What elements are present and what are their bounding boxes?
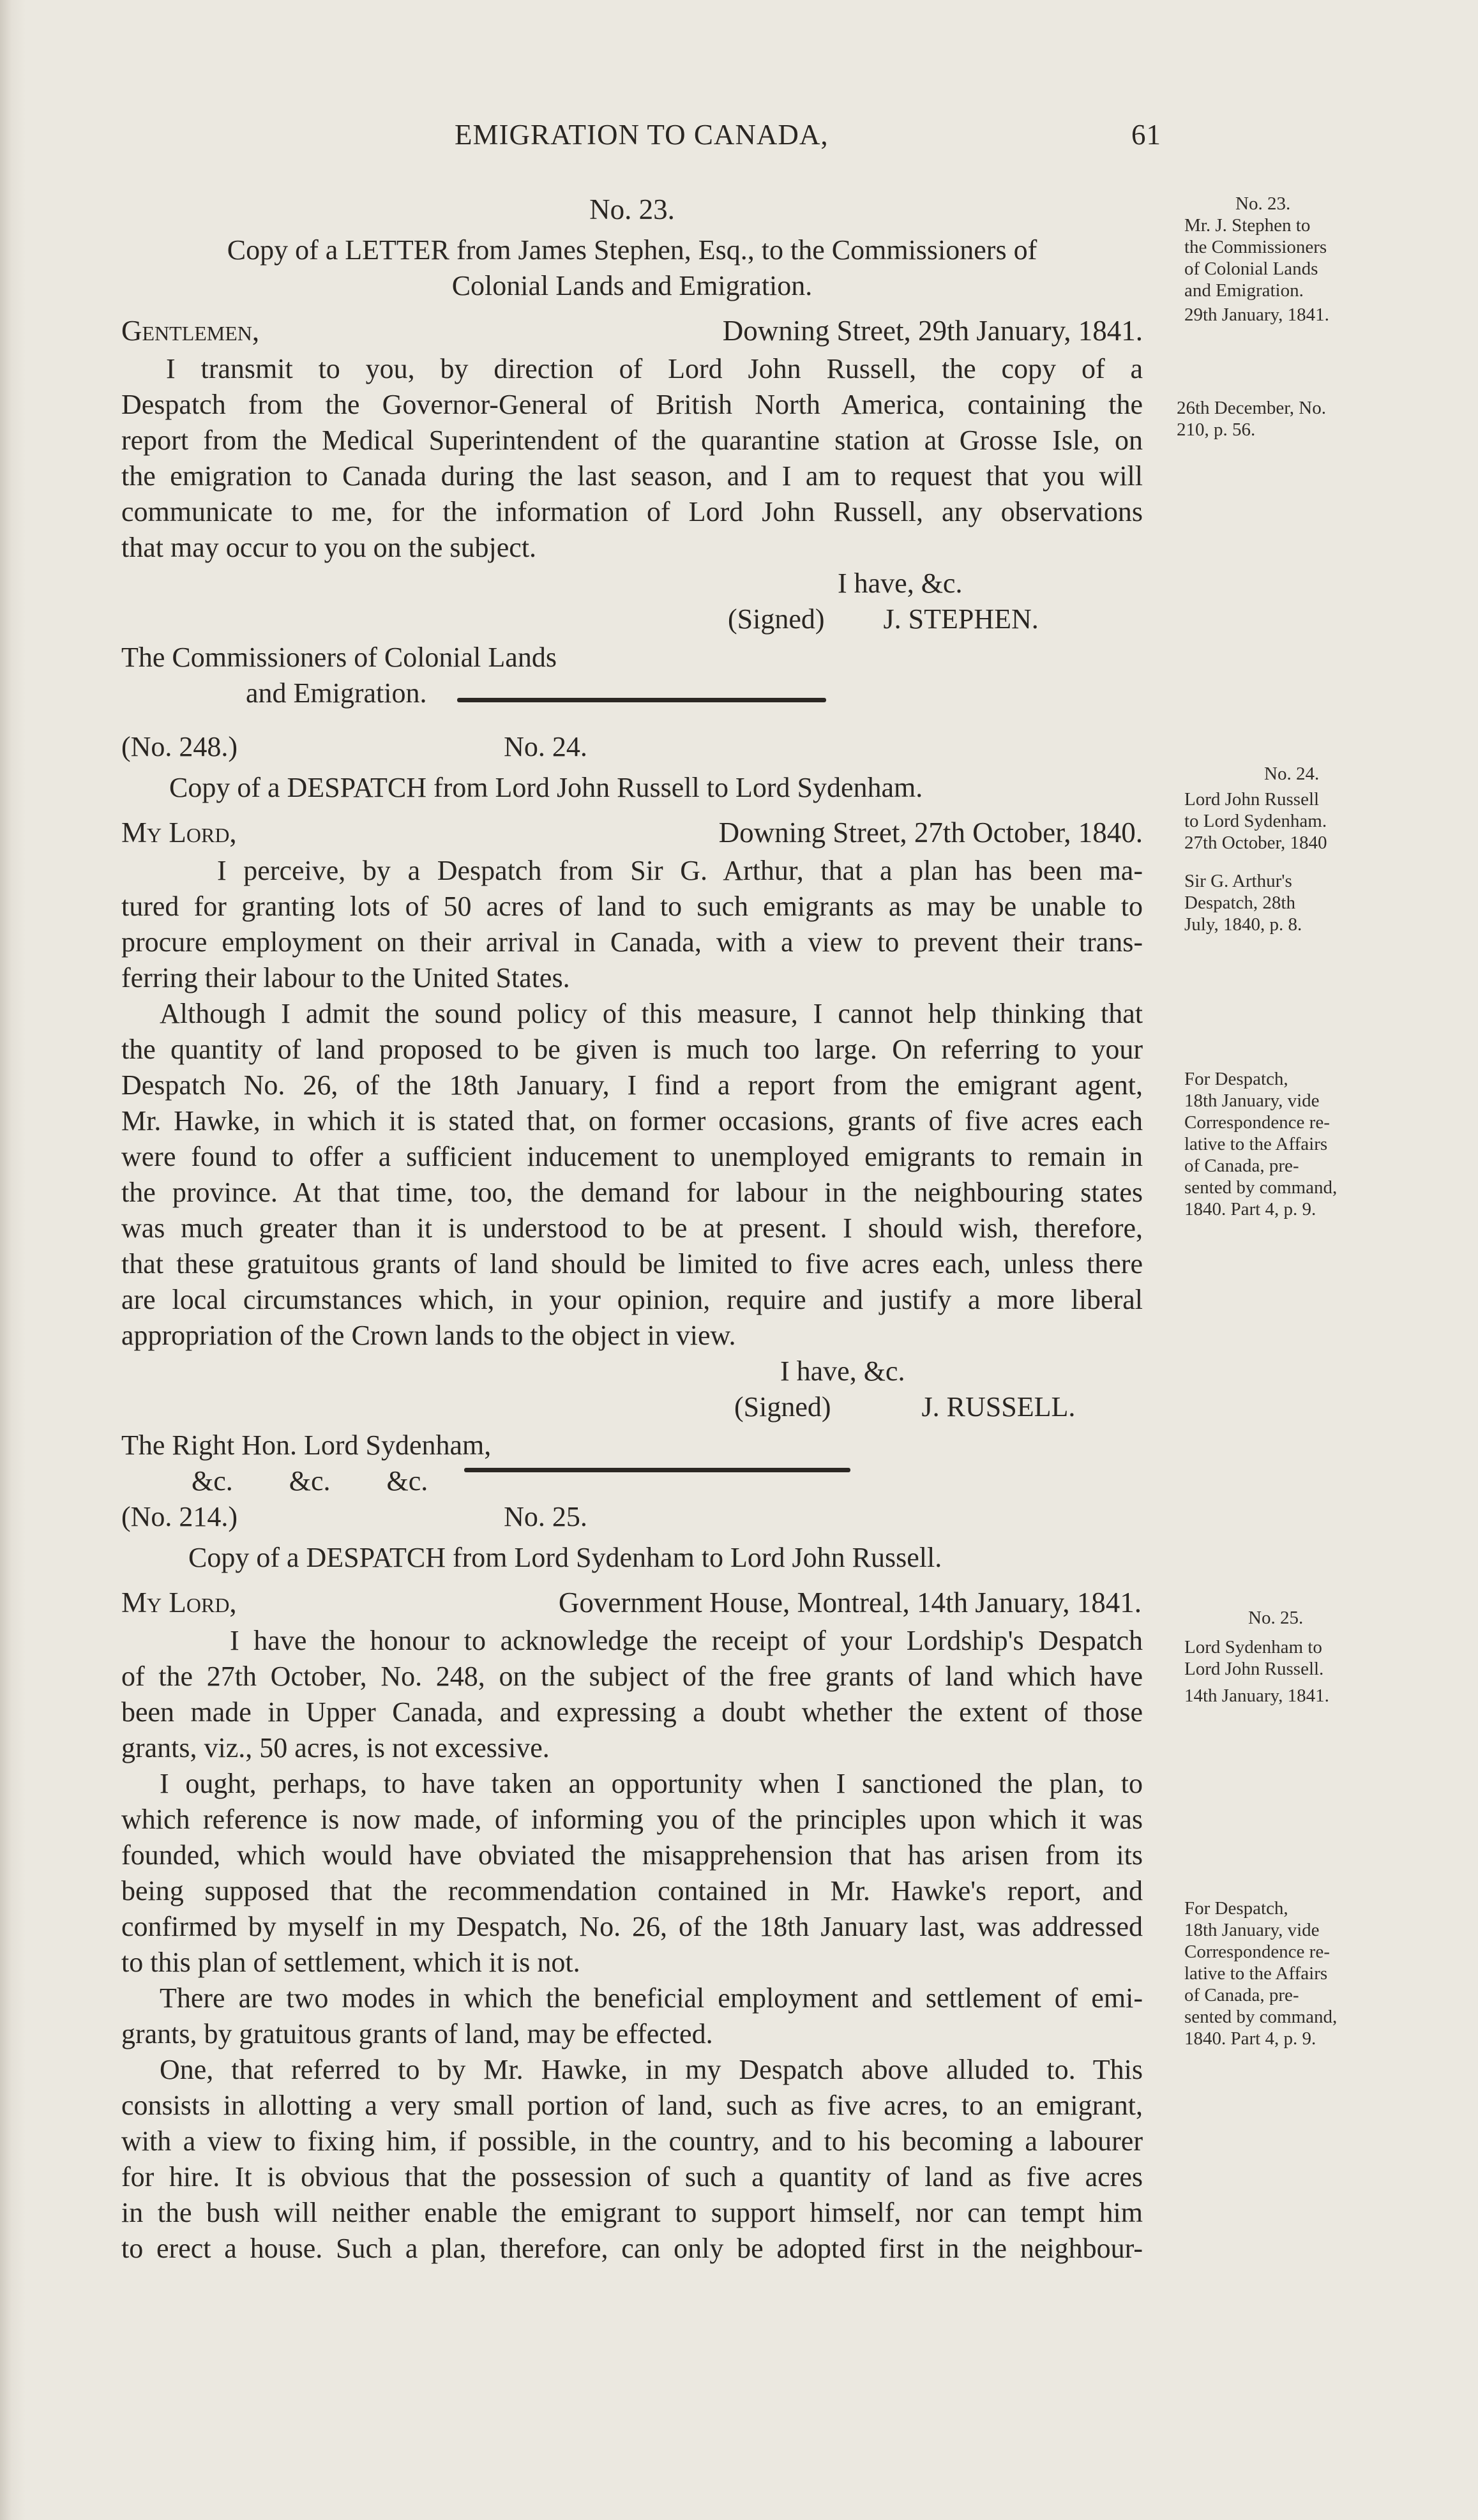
despatch-body <box>121 853 1143 1354</box>
addressee: The Commissioners of Colonial Lands <box>121 642 557 673</box>
letter-body <box>121 351 1143 566</box>
body-line: in the bush will neither enable the emigrant to support himself, nor can tempt him <box>121 2197 1143 2228</box>
doc-number: No. 24. <box>504 731 587 762</box>
doc-title-line1: Copy of a LETTER from James Stephen, Esq., to the Commissioners of <box>227 234 1037 266</box>
margin-line: 1840. Part 4, p. 9. <box>1184 1199 1316 1219</box>
margin-line: sented by command, <box>1184 1177 1338 1198</box>
body-line: grants, by gratuitous grants of land, may be effected. <box>121 2018 713 2049</box>
signed-label: (Signed) <box>728 603 825 635</box>
margin-line: 26th December, No. <box>1177 398 1326 418</box>
body-line: the province. At that time, too, the demand for labour in the neighbouring states <box>121 1177 1143 1208</box>
body-line: ferring their labour to the United States. <box>121 962 570 993</box>
signature: J. RUSSELL. <box>921 1391 1076 1422</box>
margin-line: 29th January, 1841. <box>1184 305 1329 325</box>
body-line: Despatch from the Governor-General of British North America, containing the <box>121 389 1143 420</box>
body-line: I have the honour to acknowledge the receipt of your Lordship's Despatch <box>230 1625 1143 1656</box>
body-line: the emigration to Canada during the last season, and I am to request that you will <box>121 460 1143 492</box>
margin-line: of Canada, pre- <box>1184 1985 1299 2005</box>
addressee: and Emigration. <box>246 677 427 709</box>
body-line: of the 27th October, No. 248, on the subject of the free grants of land which have <box>121 1661 1143 1692</box>
margin-line: 27th October, 1840 <box>1184 833 1327 853</box>
body-line: appropriation of the Crown lands to the object in view. <box>121 1320 736 1351</box>
body-line: with a view to fixing him, if possible, in the country, and to his becoming a labourer <box>121 2125 1143 2157</box>
section-divider <box>464 1468 850 1472</box>
body-line: Despatch No. 26, of the 18th January, I find a report from the emigrant agent, <box>121 1069 1143 1101</box>
margin-line: 14th January, 1841. <box>1184 1686 1329 1706</box>
section-divider <box>457 698 826 702</box>
doc-ref-row <box>121 1499 1143 1535</box>
margin-line: Lord John Russell. <box>1184 1659 1324 1679</box>
body-line: I transmit to you, by direction of Lord John Russell, the copy of a <box>166 353 1143 384</box>
salutation-row <box>121 313 1143 349</box>
addressee: &c. &c. &c. <box>192 1465 428 1497</box>
margin-line: and Emigration. <box>1184 280 1304 301</box>
doc-ref: (No. 214.) <box>121 1501 238 1532</box>
margin-note-24-vide <box>1184 1068 1376 1220</box>
body-line: the quantity of land proposed to be given is much too large. On referring to your <box>121 1034 1143 1065</box>
signed-label: (Signed) <box>734 1391 831 1422</box>
body-line: I ought, perhaps, to have taken an opportunity when I sanctioned the plan, to <box>160 1768 1143 1799</box>
body-line: that may occur to you on the subject. <box>121 532 537 563</box>
body-line: founded, which would have obviated the misapprehension that has arisen from its <box>121 1839 1143 1871</box>
body-line: grants, viz., 50 acres, is not excessive. <box>121 1732 550 1763</box>
doc-ref: (No. 248.) <box>121 731 238 762</box>
margin-line: Correspondence re- <box>1184 1112 1330 1133</box>
margin-line: 1840. Part 4, p. 9. <box>1184 2028 1316 2049</box>
margin-line: No. 24. <box>1264 764 1320 784</box>
body-line: One, that referred to by Mr. Hawke, in my Despatch above alluded to. This <box>160 2054 1143 2085</box>
margin-note-24-ref <box>1184 870 1376 935</box>
addressee: The Right Hon. Lord Sydenham, <box>121 1430 492 1461</box>
margin-line: the Commissioners <box>1184 237 1327 257</box>
body-line: tured for granting lots of 50 acres of land to such emigrants as may be unable to <box>121 891 1143 922</box>
body-line: There are two modes in which the beneficial employment and settlement of emi- <box>160 1982 1143 2014</box>
margin-line: Mr. J. Stephen to <box>1184 215 1311 236</box>
body-line: which reference is now made, of informing you of the principles upon which it was <box>121 1804 1143 1835</box>
body-line: was much greater than it is understood to be at present. I should wish, therefore, <box>121 1212 1143 1244</box>
margin-line: July, 1840, p. 8. <box>1184 914 1302 935</box>
signature: J. STEPHEN. <box>883 603 1039 635</box>
body-line: procure employment on their arrival in Canada, with a view to prevent their trans- <box>121 926 1143 958</box>
salutation: My Lord, <box>121 1587 237 1618</box>
doc-title: Copy of a DESPATCH from Lord John Russell to Lord Sydenham. <box>169 772 923 803</box>
doc-ref-row <box>121 729 1143 765</box>
salutation-row <box>121 1585 1143 1620</box>
body-line: for hire. It is obvious that the possession of such a quantity of land as five acres <box>121 2161 1143 2192</box>
salutation-row <box>121 815 1143 850</box>
doc-title: Copy of a DESPATCH from Lord Sydenham to Lord John Russell. <box>188 1542 942 1573</box>
place-date: Downing Street, 29th January, 1841. <box>722 315 1143 347</box>
document-25 <box>121 1499 1143 2267</box>
margin-note-23-ref <box>1177 397 1368 441</box>
place-date: Downing Street, 27th October, 1840. <box>718 817 1143 849</box>
body-line: confirmed by myself in my Despatch, No. 26, of the 18th January last, was addressed <box>121 1911 1143 1942</box>
body-line: are local circumstances which, in your opinion, require and justify a more liberal <box>121 1284 1143 1315</box>
body-line: to erect a house. Such a plan, therefore, can only be adopted first in the neighbour- <box>121 2233 1143 2264</box>
closing: I have, &c. <box>780 1355 905 1387</box>
body-line: to this plan of settlement, which it is not. <box>121 1947 580 1978</box>
body-line: consists in allotting a very small portion of land, such as five acres, to an emigrant, <box>121 2090 1143 2121</box>
body-line: Although I admit the sound policy of this measure, I cannot help thinking that <box>160 998 1143 1029</box>
margin-line: Lord John Russell <box>1184 789 1320 810</box>
margin-line: Despatch, 28th <box>1184 893 1295 913</box>
doc-number: No. 23. <box>589 193 675 225</box>
margin-line: lative to the Affairs <box>1184 1134 1328 1154</box>
margin-line: 18th January, vide <box>1184 1090 1320 1111</box>
margin-note-23 <box>1184 193 1376 326</box>
signature-row <box>121 601 1143 637</box>
body-line: been made in Upper Canada, and expressing a doubt whether the extent of those <box>121 1696 1143 1728</box>
margin-line: sented by command, <box>1184 2007 1338 2027</box>
margin-note-24 <box>1184 763 1376 854</box>
running-header-title: EMIGRATION TO CANADA, <box>455 119 829 151</box>
margin-line: of Canada, pre- <box>1184 1156 1299 1176</box>
salutation: Gentlemen, <box>121 315 260 347</box>
margin-line: of Colonial Lands <box>1184 259 1318 279</box>
margin-line: For Despatch, <box>1184 1069 1288 1089</box>
body-line: Mr. Hawke, in which it is stated that, on former occasions, grants of five acres each <box>121 1105 1143 1136</box>
body-line: I perceive, by a Despatch from Sir G. Arthur, that a plan has been ma- <box>217 855 1143 886</box>
place-date: Government House, Montreal, 14th January, 1841. <box>558 1587 1142 1618</box>
body-line: were found to offer a sufficient inducement to unemployed emigrants to remain in <box>121 1141 1143 1172</box>
body-line: that these gratuitous grants of land should be limited to five acres each, unless there <box>121 1248 1143 1279</box>
margin-line: Sir G. Arthur's <box>1184 871 1292 891</box>
margin-line: 18th January, vide <box>1184 1920 1320 1940</box>
body-line: communicate to me, for the information of Lord John Russell, any observations <box>121 496 1143 527</box>
margin-note-25 <box>1184 1607 1376 1707</box>
margin-line: For Despatch, <box>1184 1898 1288 1919</box>
margin-line: No. 25. <box>1248 1608 1304 1628</box>
despatch-body <box>121 1623 1143 2267</box>
margin-line: 210, p. 56. <box>1177 419 1256 440</box>
body-line: report from the Medical Superintendent of the quarantine station at Grosse Isle, on <box>121 425 1143 456</box>
body-line: being supposed that the recommendation contained in Mr. Hawke's report, and <box>121 1875 1143 1906</box>
margin-line: Lord Sydenham to <box>1184 1637 1322 1657</box>
margin-line: No. 23. <box>1235 193 1291 214</box>
margin-line: lative to the Affairs <box>1184 1963 1328 1984</box>
doc-number: No. 25. <box>504 1501 587 1532</box>
salutation: My Lord, <box>121 817 237 849</box>
document-24 <box>121 729 1143 1499</box>
margin-line: to Lord Sydenham. <box>1184 811 1327 831</box>
margin-line: Correspondence re- <box>1184 1942 1330 1962</box>
margin-note-25-vide <box>1184 1898 1376 2049</box>
doc-title-line2: Colonial Lands and Emigration. <box>451 270 813 301</box>
page-number: 61 <box>1131 119 1161 151</box>
document-23 <box>121 192 1143 711</box>
signature-row <box>121 1389 1143 1425</box>
closing: I have, &c. <box>838 568 963 599</box>
